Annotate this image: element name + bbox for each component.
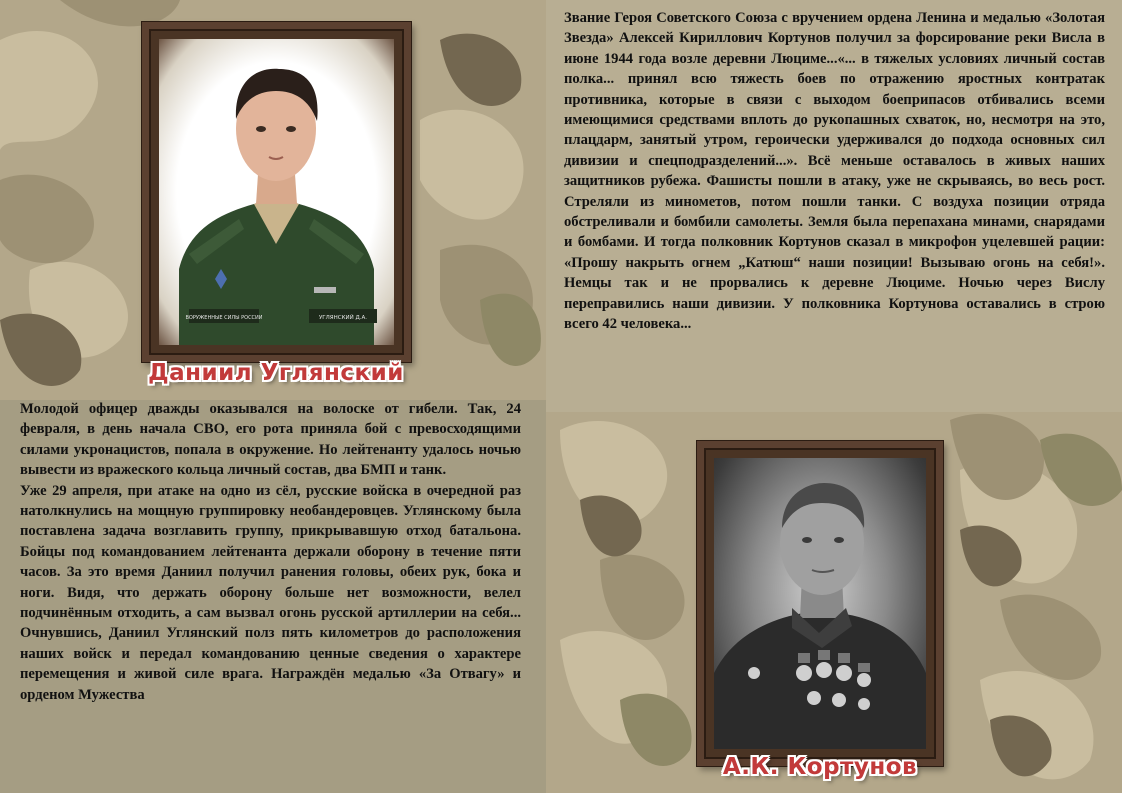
patch-right-text: УГЛЯНСКИЙ Д.А. [318, 315, 368, 321]
caption-kortunov: А.К. Кортунов [722, 754, 918, 780]
patch-left-text: ВОРУЖЕННЫЕ СИЛЫ РОССИИ [185, 315, 263, 321]
uglyansky-paragraph-1: Молодой офицер дважды оказывался на волоске от гибели. Так, 24 февраля, в день начала СВО, его рота приняла бой с превосходящими силами укронацистов, попала в окружение. Но лейтенанту удалось ночью вывести из вражеского кольца личный состав, два БМП и танк. [20, 401, 521, 479]
portrait-frame-kortunov [697, 441, 943, 766]
portrait-kortunov [714, 458, 926, 749]
portrait-frame-uglyansky [142, 22, 411, 362]
portrait-uglyansky [159, 39, 394, 345]
kortunov-story [564, 8, 1105, 335]
uglyansky-story [20, 399, 521, 705]
uglyansky-paragraph-2: Уже 29 апреля, при атаке на одно из сёл, русские войска в очередной раз натолкнулись на мощную группировку необандеровцев. Углянскому была поставлена задача возглавить группу, прикрывавшую отход батальона. Бойцы под командованием лейтенанта держали оборону в течение пяти часов. За это время Даниил получил ранения головы, обеих рук, бока и ноги. Видя, что держать оборону больше нет возможности, велел подчинённым отходить, а сам вызвал огонь русской артиллерии на себя... Очнувшись, Даниил Углянский полз пять километров до расположения наших войск и передал командованию ценные сведения о характере перемещения и живой силе врага. Награждён медалью «За Отвагу» и орденом Мужества [20, 482, 521, 703]
kortunov-paragraph: Звание Героя Советского Союза с вручением ордена Ленина и медалью «Золотая Звезда» Алексей Кириллович Кортунов получил за форсирование реки Висла в июне 1944 года возле деревни Люциме...«... в тяжелых условиях личный состав полка... принял всю тяжесть боев по отражению яростных контратак противника, которые в связи с выходом боеприпасов отбивались всеми имеющимися средствами вплоть до рукопашных схваток, но, несмотря на это, плацдарм, занятый утром, героически удерживался до подхода основных сил дивизии и спецподразделений...». Всё меньше оставалось в живых наших защитников рубежа. Фашисты пошли в атаку, уже не скрываясь, во весь рост. Стреляли из минометов, потом пошли танки. С воздуха позиции отряда обстреливали и бомбили самолеты. Земля была перепахана минами, снарядами и бомбами. И тогда полковник Кортунов сказал в микрофон уцелевшей рации: «Прошу накрыть огнем „Катюш“ наши позиции! Вызываю огонь на себя!». Немцы так и не прорвались к деревне Люциме. Ночью через Вислу переправились наши дивизии. У полковника Кортунова оставались в строю всего 42 человека... [564, 10, 1105, 333]
caption-uglyansky: Даниил Углянский [148, 360, 404, 386]
